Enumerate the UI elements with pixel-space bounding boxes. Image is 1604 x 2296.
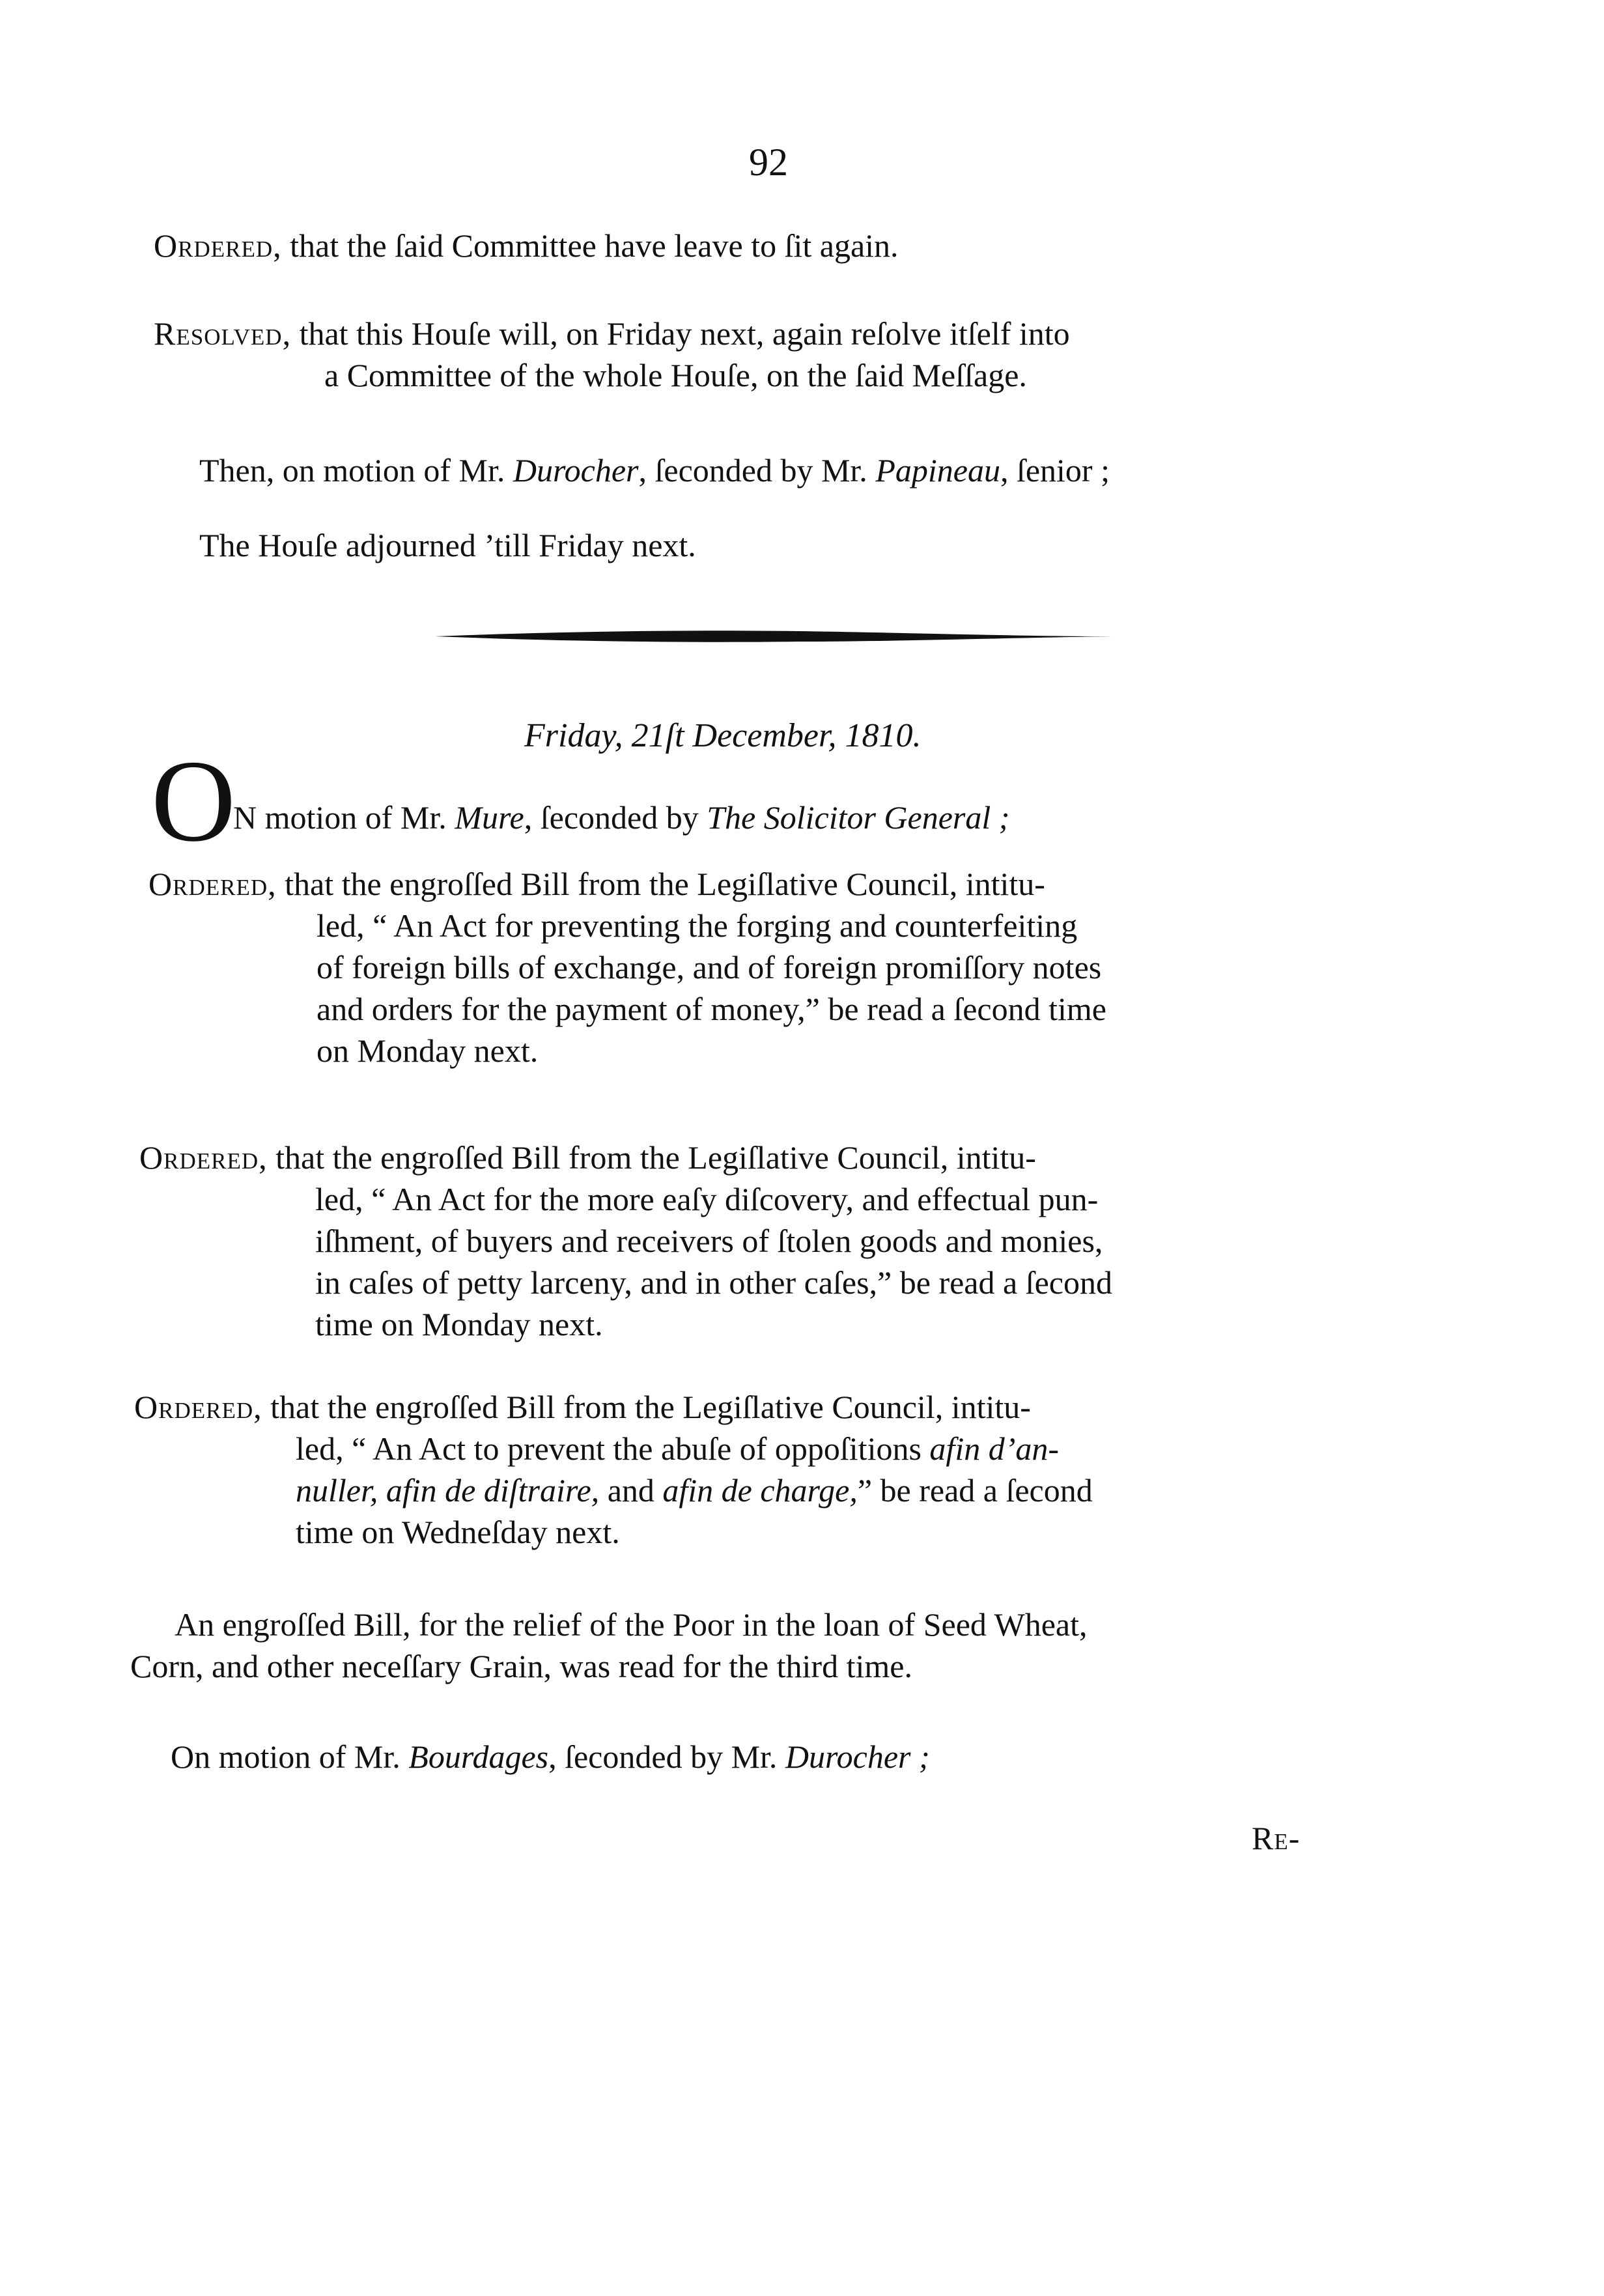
session-date: Friday, 21ſt December, 1810. bbox=[524, 717, 922, 754]
motion-mure: N motion of Mr. Mure, ſeconded by The Solicitor General ; bbox=[233, 799, 1010, 836]
lead-word: Resolved, bbox=[154, 315, 292, 352]
section-rule bbox=[435, 630, 1112, 643]
document-page: 92 Ordered, that the ſaid Committee have leave to ſit again. Resolved, that this Houſe will, on Friday next, again reſolve itſelf into a Committee of the whole Houſe, on the ſaid Meſſage. Then, on motion of Mr. Durocher, ſeconded by Mr. Papineau, ſenior ; The Houſe adjourned ’till Friday next. Friday, 21ſt December, 1810. O N motion of Mr. Mure, ſeconded by The Solicitor General ; Ordered, that the engroſſed Bill from the Legiſlative Council, intitu- led, “ An Act for preventing the forging and counterfeiting of foreign bills of exchange, and of foreign promiſſory notes and orders for the payment of money,” be read a ſecond time on Monday next. Ordered, that the engroſſed Bill from the Legiſlative Council, intitu- led, “ An Act for the more eaſy diſcovery, and effectual pun- iſhment, of buyers and receivers of ſtolen goods and monies, in caſes of petty larceny, and in other caſes,” be read a ſecond time on Monday next. Ordered, that the engroſſed Bill from the Legiſlative Council, intitu- led, “ An Act to prevent the abuſe of oppoſitions afin d’an- nuller, afin de diſtraire, and afin de charge,” be read a ſecond time on Wedneſday next. An engroſſed Bill, for the relief of the Poor in the loan of Seed Wheat, Corn, and other neceſſary Grain, was read for the third time. On motion of Mr. Bourdages, ſeconded by Mr. Durocher ; Re- bbox=[0, 0, 1604, 2296]
drop-cap: O bbox=[151, 736, 236, 866]
resolved-line-2: a Committee of the whole Houſe, on the ſaid Meſſage. bbox=[324, 357, 1027, 393]
lead-word: Ordered, bbox=[154, 227, 282, 264]
house-adjourned: The Houſe adjourned ’till Friday next. bbox=[199, 527, 696, 563]
lead-word: Ordered, bbox=[139, 1139, 268, 1176]
ordered-sit-again: Ordered, that the ſaid Committee have leave to ſit again. bbox=[154, 227, 899, 264]
lead-word: Ordered, bbox=[134, 1389, 262, 1425]
seed-wheat-bill-line-1: An engroſſed Bill, for the relief of the Poor in the loan of Seed Wheat, bbox=[175, 1606, 1088, 1643]
motion-durocher: Then, on motion of Mr. Durocher, ſeconded by Mr. Papineau, ſenior ; bbox=[199, 452, 1110, 489]
resolved-line-1: Resolved, that this Houſe will, on Friday next, again reſolve itſelf into bbox=[154, 315, 1070, 352]
lead-word: Ordered, bbox=[148, 866, 277, 902]
catchword: Re- bbox=[1252, 1820, 1301, 1856]
seed-wheat-bill-line-2: Corn, and other neceſſary Grain, was read for the third time. bbox=[130, 1648, 912, 1684]
page-number: 92 bbox=[749, 141, 788, 184]
motion-bourdages: On motion of Mr. Bourdages, ſeconded by Mr. Durocher ; bbox=[171, 1738, 930, 1775]
